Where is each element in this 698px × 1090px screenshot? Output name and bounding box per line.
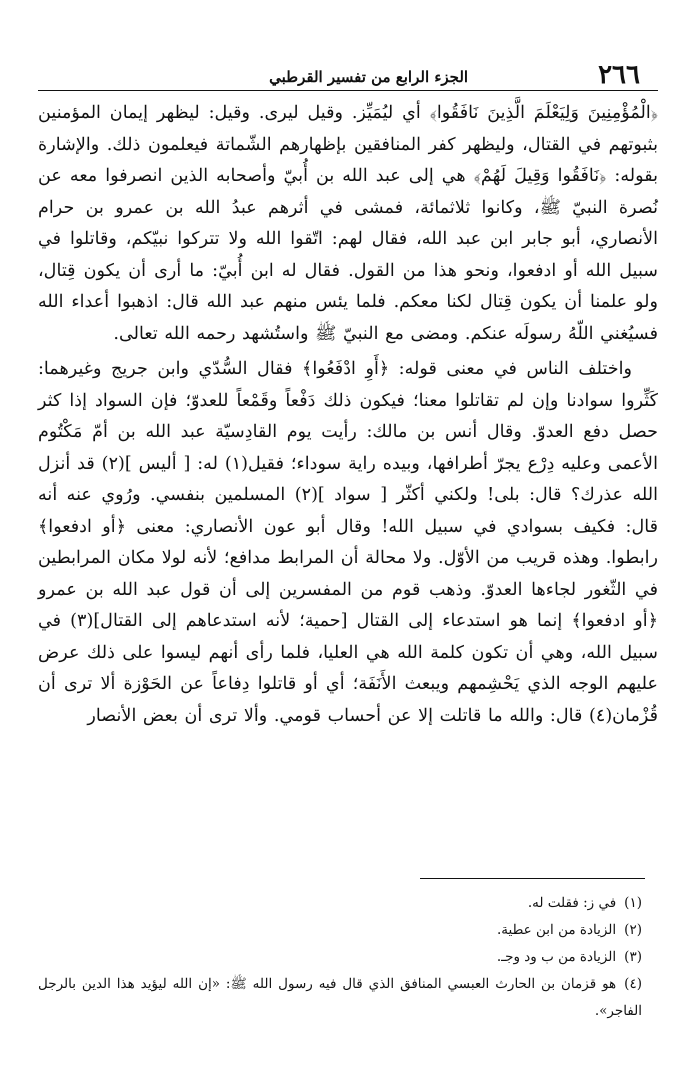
running-title: الجزء الرابع من تفسير القرطبي (269, 68, 469, 86)
footnote-2 (38, 917, 642, 944)
footnote-number: (٢) (624, 922, 642, 938)
footnote-4 (38, 971, 642, 1025)
footnote-number: (٤) (624, 976, 642, 992)
paragraph-2: واختلف الناس في معنى قوله: ﴿أَوِ ادْفَعُوا﴾ فقال السُّدّي وابن جريج وغيرهما: كَثِّروا سوادنا وإن لم تقاتلوا معنا؛ فيكون ذلك دَفْعاً وقَمْعاً للعدوّ؛ فإن السواد إذا كثر حصل دفع العدوّ. وقال أنس بن مالك: رأيت يوم القادِسيّة عبد الله بن أمّ مَكْتُوم الأعمى وعليه دِرْع يجرّ أطرافها، وبيده راية سوداء؛ فقيل(١) له: [ أليس ](٢) قد أنزل الله عذرك؟ قال: بلى! ولكني أكثّر [ سواد ](٢) المسلمين بنفسي. ورُوي عنه أنه قال: فكيف بسوادي في سبيل الله! وقال أبو عون الأنصاري: معنى ﴿أو ادفعوا﴾ رابطوا. وهذه قريب من الأوّل. ولا محالة أن المرابط مدافع؛ لأنه لولا مكان المرابطين في الثّغور لجاءها العدوّ. وذهب قوم من المفسرين إلى أن قول عبد الله بن عمرو ﴿أو ادفعوا﴾ إنما هو استدعاء إلى القتال [حمية؛ لأنه استدعاهم إلى القتال](٣) في سبيل الله، وهي أن تكون كلمة الله هي العليا، فلما رأى أنهم ليسوا على ذلك عرض عليهم الوجه الذي يَحْشِمهم ويبعث الأَنَفَة؛ أي أو قاتلوا دِفاعاً عن الحَوْزة ألا ترى أن قُزْمان(٤) قال: والله ما قاتلت إلا عن أحساب قومي. وألا ترى أن بعض الأنصار (38, 359, 658, 726)
footnote-3 (38, 944, 642, 971)
page-header (38, 56, 658, 91)
footnotes (38, 890, 642, 1025)
footnote-text: في ز: فقلت له. (527, 895, 617, 911)
footnote-1 (38, 890, 642, 917)
footnote-text: الزيادة من ب ود وجـ. (496, 949, 617, 965)
footnote-number: (١) (624, 895, 642, 911)
paragraph-1: ﴿الْمُؤْمِنِينَ وَلِيَعْلَمَ الَّذِينَ نَافَقُوا﴾ أي ليُمَيِّز. وقيل ليرى. وقيل: ليظهر إيمان المؤمنين بثبوتهم في القتال، وليظهر كفر المنافقين بإظهارهم الشّماتة فيعلمون ذلك. والإشارة بقوله: ﴿نَافَقُوا وَقِيلَ لَهُمْ﴾ هي إلى عبد الله بن أُبيّ وأصحابه الذين انصرفوا معه عن نُصرة النبيّ ﷺ، وكانوا ثلاثمائة، فمشى في أثرهم عبدُ الله بن عمرو بن حرام الأنصاري، أبو جابر ابن عبد الله، فقال لهم: اتّقوا الله ولا تتركوا نبيّكم، وقاتلوا في سبيل الله أو ادفعوا، ونحو هذا من القول. فقال له ابن أُبيّ: ما أرى أن يكون قِتال، ولو علمنا أن يكون قِتال لكنا معكم. فلما يئس منهم عبد الله قال: اذهبوا أعداء الله فسيُغني اللّهُ رسولَه عنكم. ومضى مع النبيّ ﷺ واستُشهد رحمه الله تعالى. (38, 103, 658, 344)
footnote-text: الزيادة من ابن عطية. (497, 922, 617, 938)
footnote-text: هو قزمان بن الحارث العبسي المنافق الذي قال فيه رسول الله ﷺ: «إن الله ليؤيد هذا الدين بالرجل الفاجر». (38, 976, 642, 1019)
main-text (38, 98, 658, 732)
footnote-divider (420, 878, 645, 879)
footnote-number: (٣) (624, 949, 642, 965)
page-number: ٢٦٦ (598, 60, 640, 90)
